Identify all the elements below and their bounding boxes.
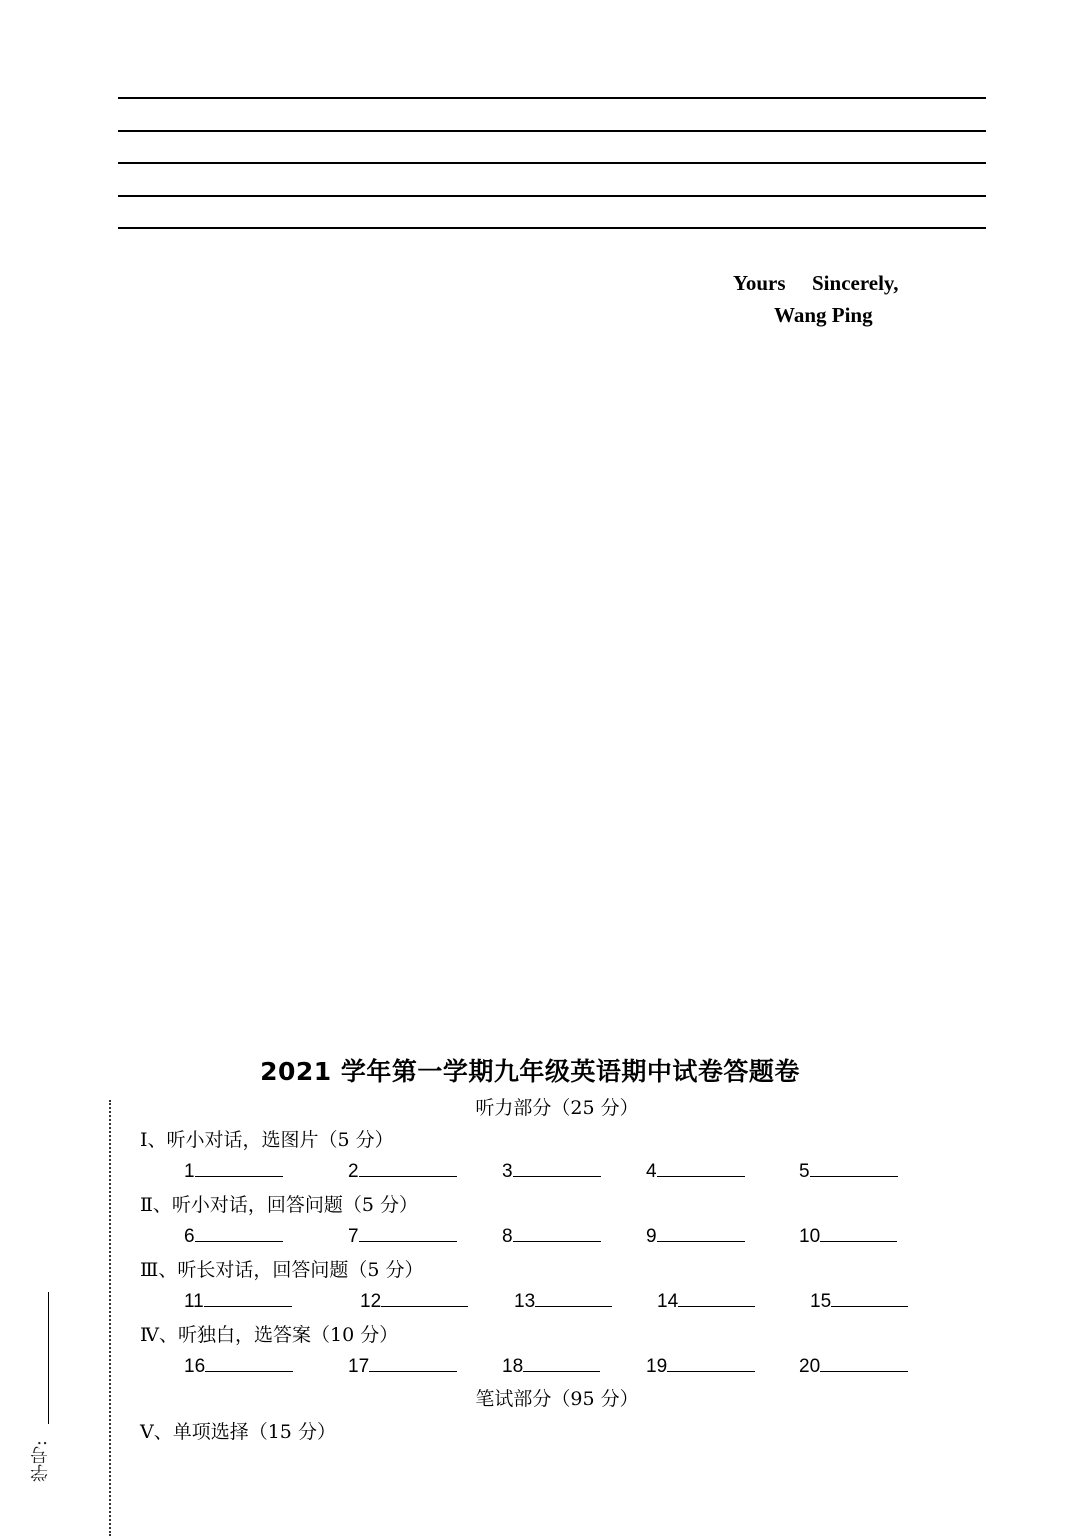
writing-line [118,195,986,197]
answer-blank[interactable]: 19 [646,1353,755,1378]
answer-blank[interactable]: 5 [799,1158,898,1183]
section-3-label: Ⅲ、听长对话，回答问题（5 分） [140,1259,424,1281]
writing-line [118,162,986,164]
answer-blank[interactable]: 16 [184,1353,293,1378]
section-2-label: Ⅱ、听小对话，回答问题（5 分） [140,1194,419,1216]
answer-blank[interactable]: 4 [646,1158,745,1183]
page-title: 2021 学年第一学期九年级英语期中试卷答题卷 [260,1057,800,1086]
written-section-title: 笔试部分（95 分） [475,1388,639,1410]
closing-yours: Yours [733,271,786,295]
answer-blank[interactable]: 6 [184,1223,283,1248]
section-1-label: Ⅰ、听小对话，选图片（5 分） [140,1129,394,1151]
answer-blank[interactable]: 12 [360,1288,468,1313]
answer-blank[interactable]: 9 [646,1223,745,1248]
answer-blank[interactable]: 13 [514,1288,612,1313]
answer-blank[interactable]: 10 [799,1223,897,1248]
answer-blank[interactable]: 14 [657,1288,755,1313]
answer-blank[interactable]: 11 [184,1288,292,1313]
answer-blank[interactable]: 17 [348,1353,457,1378]
answer-blank[interactable]: 20 [799,1353,908,1378]
writing-line [118,97,986,99]
answer-blank[interactable]: 7 [348,1223,457,1248]
section-5-label: Ⅴ、单项选择（15 分） [140,1421,336,1443]
writing-line [118,227,986,229]
answer-blank[interactable]: 8 [502,1223,601,1248]
answer-blank[interactable]: 18 [502,1353,600,1378]
binding-dotted-line [109,1100,111,1536]
student-id-line[interactable] [48,1292,49,1424]
writing-line [118,130,986,132]
answer-blank[interactable]: 15 [810,1288,908,1313]
answer-blank[interactable]: 2 [348,1158,457,1183]
listening-section-title: 听力部分（25 分） [475,1097,639,1119]
section-4-label: Ⅳ、听独白，选答案（10 分） [140,1324,399,1346]
answer-blank[interactable]: 1 [184,1158,283,1183]
student-id-label: 学号: [30,1440,51,1483]
closing-name: Wang Ping [774,303,873,327]
closing-sincerely: Sincerely, [812,271,899,295]
answer-blank[interactable]: 3 [502,1158,601,1183]
